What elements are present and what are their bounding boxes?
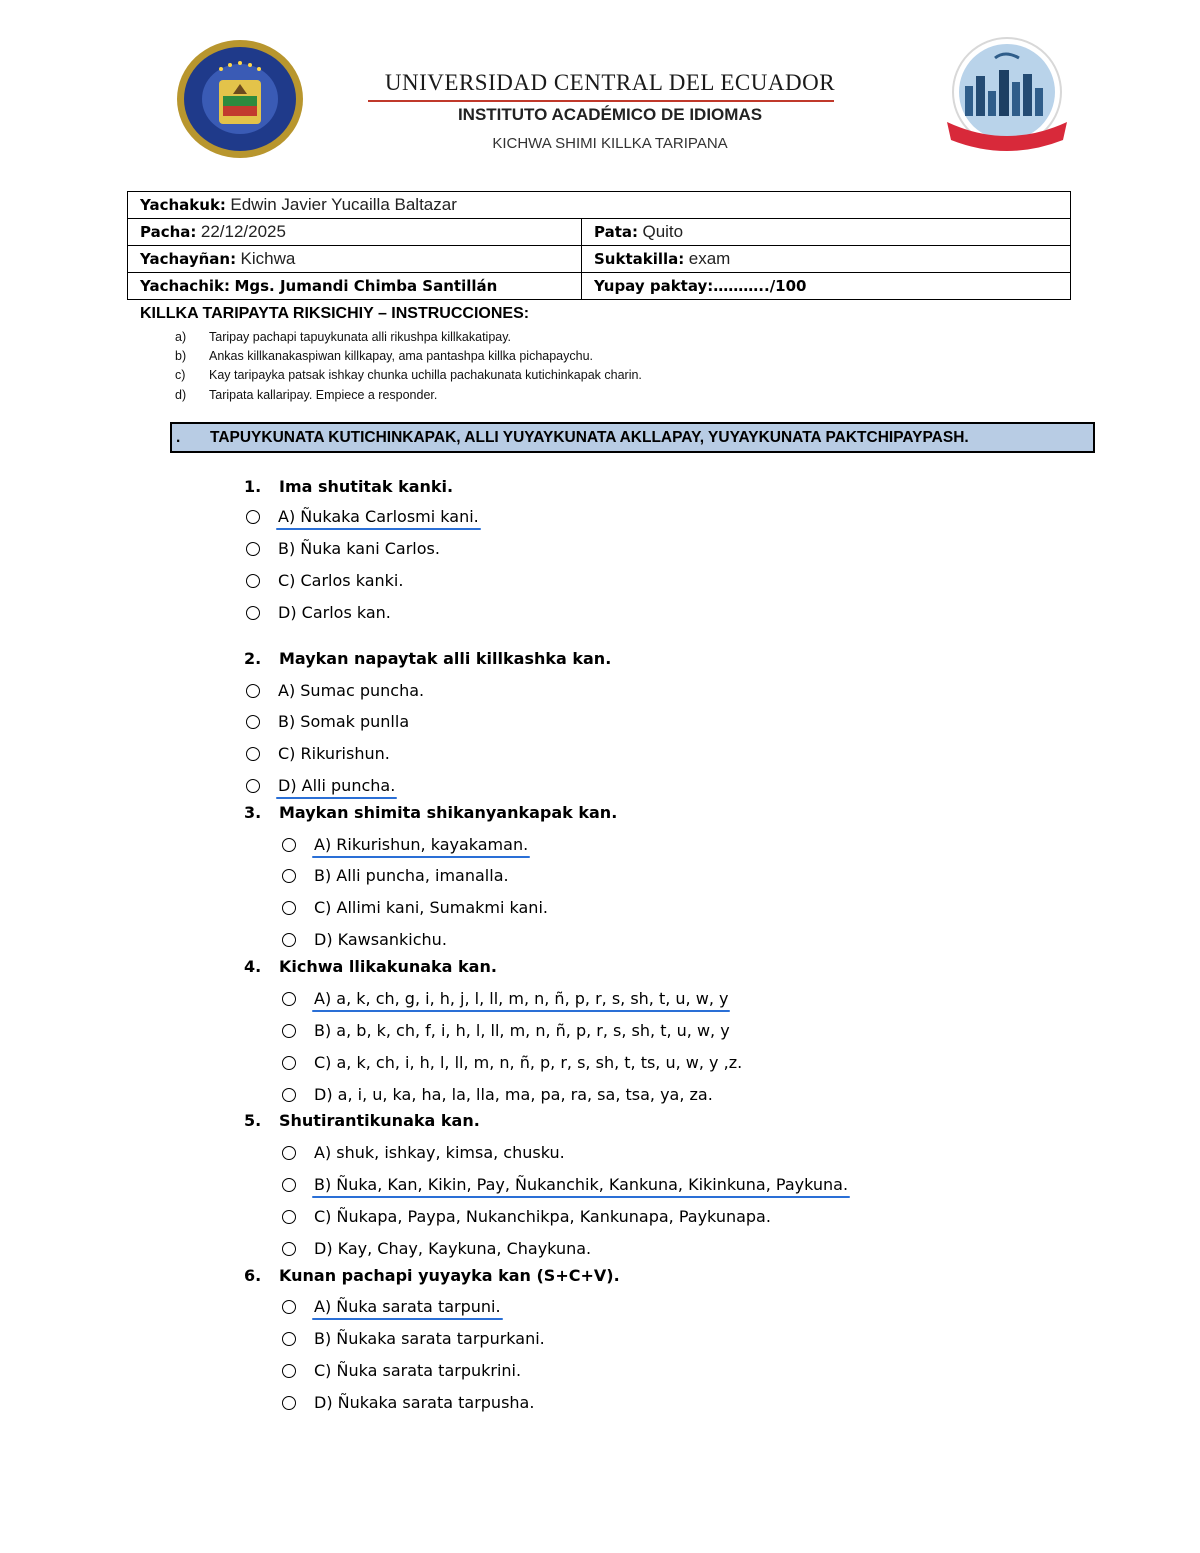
question-number: 5.: [244, 1111, 262, 1130]
answer-option[interactable]: C) Carlos kanki.: [246, 571, 403, 590]
question-number: 1.: [244, 477, 262, 496]
question-text: Maykan napaytak alli killkashka kan.: [279, 649, 612, 668]
score-value: ………../100: [713, 276, 807, 295]
answer-option[interactable]: D) Kay, Chay, Kaykuna, Chaykuna.: [282, 1239, 591, 1258]
teacher-label: Yachachik:: [140, 276, 230, 295]
level-value: exam: [688, 249, 731, 268]
date-value: 22/12/2025: [200, 222, 286, 241]
instruction-item: b) Ankas killkanakaspiwan killkapay, ama pantashpa killka pichapaychu.: [175, 349, 594, 363]
radio-circle-icon[interactable]: [282, 1300, 296, 1314]
subject-value: Kichwa: [240, 249, 296, 268]
answer-option[interactable]: A) shuk, ishkay, kimsa, chusku.: [282, 1143, 565, 1162]
answer-option[interactable]: C) Ñukapa, Paypa, Nukanchikpa, Kankunapa, Paykunapa.: [282, 1207, 771, 1226]
radio-circle-icon[interactable]: [282, 1088, 296, 1102]
title-underline: [368, 100, 834, 102]
radio-circle-icon[interactable]: [282, 1024, 296, 1038]
radio-circle-icon[interactable]: [282, 901, 296, 915]
question-text: Kichwa llikakunaka kan.: [279, 957, 497, 976]
answer-option[interactable]: C) Ñuka sarata tarpukrini.: [282, 1361, 521, 1380]
answer-option[interactable]: B) Ñukaka sarata tarpurkani.: [282, 1329, 545, 1348]
date-cell: [128, 219, 582, 246]
instruction-item: c) Kay taripayka patsak ishkay chunka uchilla pachakunata kutichinkapak charin.: [175, 368, 642, 382]
answer-option[interactable]: D) Ñukaka sarata tarpusha.: [282, 1393, 534, 1412]
answer-option[interactable]: B) a, b, k, ch, f, i, h, l, ll, m, n, ñ, p, r, s, sh, t, u, w, y: [282, 1021, 730, 1040]
answer-option[interactable]: A) Ñukaka Carlosmi kani.: [246, 507, 479, 526]
answer-option[interactable]: A) Rikurishun, kayakaman.: [282, 835, 528, 854]
radio-circle-icon[interactable]: [246, 779, 260, 793]
instruction-item: a) Taripay pachapi tapuykunata alli rikushpa killkakatipay.: [175, 330, 512, 344]
student-value: Edwin Javier Yucailla Baltazar: [230, 195, 457, 214]
answer-option[interactable]: D) a, i, u, ka, ha, la, lla, ma, pa, ra, sa, tsa, ya, za.: [282, 1085, 713, 1104]
teacher-value: Mgs. Jumandi Chimba Santillán: [234, 276, 498, 295]
answer-option[interactable]: D) Kawsankichu.: [282, 930, 447, 949]
question-number: 3.: [244, 803, 262, 822]
radio-circle-icon[interactable]: [246, 747, 260, 761]
radio-circle-icon[interactable]: [282, 1332, 296, 1346]
answer-option[interactable]: A) a, k, ch, g, i, h, j, l, ll, m, n, ñ, p, r, s, sh, t, u, w, y: [282, 989, 728, 1008]
radio-circle-icon[interactable]: [282, 1146, 296, 1160]
question-number: 2.: [244, 649, 262, 668]
radio-circle-icon[interactable]: [246, 510, 260, 524]
subject-cell: [128, 246, 582, 273]
score-label: Yupay paktay:: [594, 276, 714, 295]
section-heading: [170, 422, 1095, 453]
radio-circle-icon[interactable]: [282, 869, 296, 883]
answer-option[interactable]: C) Allimi kani, Sumakmi kani.: [282, 898, 548, 917]
radio-circle-icon[interactable]: [282, 1242, 296, 1256]
student-info-table: [127, 191, 1071, 300]
place-label: Pata:: [594, 223, 639, 241]
place-cell: [582, 219, 1071, 246]
subject-label: Yachayñan:: [140, 250, 237, 268]
radio-circle-icon[interactable]: [282, 1178, 296, 1192]
university-title: UNIVERSIDAD CENTRAL DEL ECUADOR: [384, 70, 836, 95]
score-cell: [582, 273, 1071, 300]
question-text: Ima shutitak kanki.: [279, 477, 454, 496]
section-marker: .: [176, 429, 181, 446]
level-label: Suktakilla:: [594, 250, 685, 268]
date-label: Pacha:: [140, 223, 197, 241]
radio-circle-icon[interactable]: [246, 684, 260, 698]
instructions-heading: KILLKA TARIPAYTA RIKSICHIY – INSTRUCCIONES:: [140, 305, 530, 322]
level-cell: [582, 246, 1071, 273]
answer-option[interactable]: C) a, k, ch, i, h, l, ll, m, n, ñ, p, r, s, sh, t, ts, u, w, y ,z.: [282, 1053, 742, 1072]
answer-option[interactable]: B) Somak punlla: [246, 712, 409, 731]
radio-circle-icon[interactable]: [282, 933, 296, 947]
institute-title: INSTITUTO ACADÉMICO DE IDIOMAS: [457, 105, 763, 124]
answer-option[interactable]: D) Carlos kan.: [246, 603, 391, 622]
university-seal-icon: [175, 38, 305, 160]
student-cell: [128, 192, 1071, 219]
radio-circle-icon[interactable]: [282, 838, 296, 852]
instruction-item: d) Taripata kallaripay. Empiece a responder.: [175, 388, 438, 402]
question-text: Shutirantikunaka kan.: [279, 1111, 480, 1130]
radio-circle-icon[interactable]: [246, 574, 260, 588]
question-text: Kunan pachapi yuyayka kan (S+C+V).: [279, 1266, 620, 1285]
answer-option[interactable]: D) Alli puncha.: [246, 776, 395, 795]
question-number: 6.: [244, 1266, 262, 1285]
radio-circle-icon[interactable]: [246, 606, 260, 620]
radio-circle-icon[interactable]: [282, 1396, 296, 1410]
teacher-cell: [128, 273, 582, 300]
question-number: 4.: [244, 957, 262, 976]
answer-option[interactable]: C) Rikurishun.: [246, 744, 390, 763]
answer-option[interactable]: B) Alli puncha, imanalla.: [282, 866, 509, 885]
answer-option[interactable]: A) Ñuka sarata tarpuni.: [282, 1297, 501, 1316]
institute-globe-logo-icon: [943, 36, 1071, 158]
place-value: Quito: [642, 222, 684, 241]
radio-circle-icon[interactable]: [246, 542, 260, 556]
radio-circle-icon[interactable]: [246, 715, 260, 729]
answer-option[interactable]: B) Ñuka, Kan, Kikin, Pay, Ñukanchik, Kankuna, Kikinkuna, Paykuna.: [282, 1175, 848, 1194]
radio-circle-icon[interactable]: [282, 1210, 296, 1224]
radio-circle-icon[interactable]: [282, 992, 296, 1006]
course-title: KICHWA SHIMI KILLKA TARIPANA: [492, 135, 728, 152]
question-text: Maykan shimita shikanyankapak kan.: [279, 803, 618, 822]
student-label: Yachakuk:: [140, 196, 226, 214]
section-title: TAPUYKUNATA KUTICHINKAPAK, ALLI YUYAYKUNATA AKLLAPAY, YUYAYKUNATA PAKTCHIPAYPASH.: [210, 429, 969, 446]
radio-circle-icon[interactable]: [282, 1364, 296, 1378]
answer-option[interactable]: A) Sumac puncha.: [246, 681, 424, 700]
answer-option[interactable]: B) Ñuka kani Carlos.: [246, 539, 440, 558]
radio-circle-icon[interactable]: [282, 1056, 296, 1070]
